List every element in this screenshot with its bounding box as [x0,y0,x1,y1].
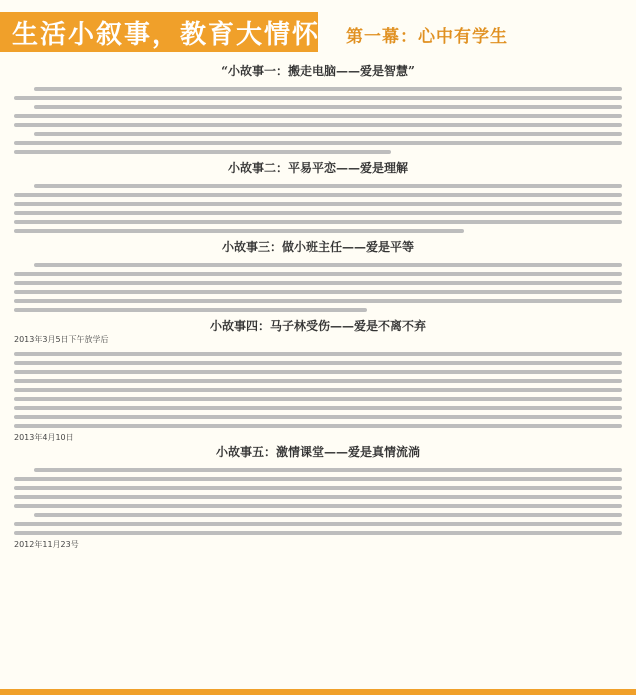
text-line [34,132,622,136]
text-line [34,105,622,109]
text-line [14,361,622,365]
text-line [14,415,622,419]
story-date: 2013年3月5日下午放学后 [14,335,109,344]
text-line [14,504,622,508]
story-date: 2012年11月23号 [14,540,79,549]
story-paragraph [0,345,636,428]
footer-bar [0,689,636,695]
text-line [14,486,622,490]
story-heading: 小故事五：激情课堂——爱是真情流淌 [215,445,420,459]
text-line [14,388,622,392]
text-line [14,352,622,356]
text-line [14,96,622,100]
story-2 [0,159,636,233]
story-5 [0,443,636,550]
text-line [14,123,622,127]
text-line [14,229,464,233]
story-paragraph [0,177,636,233]
story-heading: 小故事二：平易平恋——爱是理解 [227,161,408,175]
text-line [14,477,622,481]
text-line [14,193,622,197]
banner [0,0,636,62]
banner-subtitle: 第一幕：心中有学生 [346,27,508,47]
story-paragraph [0,80,636,154]
text-line [14,531,622,535]
banner-title: 生活小叙事，教育大情怀 [12,19,321,50]
text-line [14,211,622,215]
story-heading: 小故事三：做小班主任——爱是平等 [221,240,414,254]
story-1 [0,62,636,154]
text-line [14,272,622,276]
story-paragraph [0,256,636,312]
text-line [34,184,622,188]
text-line [14,522,622,526]
text-line [14,281,622,285]
text-line [14,150,391,154]
text-line [34,513,622,517]
text-line [14,370,622,374]
text-line [14,220,622,224]
text-line [14,308,367,312]
text-line [14,379,622,383]
banner-title-block [0,12,321,52]
story-heading: “小故事一：搬走电脑——爱是智慧” [221,64,415,78]
text-line [34,468,622,472]
text-line [14,290,622,294]
text-line [14,397,622,401]
text-line [14,406,622,410]
text-line [14,141,622,145]
article-body [0,62,636,550]
story-4 [0,317,636,443]
text-line [34,87,622,91]
text-line [14,424,622,428]
text-line [14,114,622,118]
story-3 [0,238,636,312]
story-heading: 小故事四：马子林受伤——爱是不离不弃 [209,319,426,333]
text-line [14,495,622,499]
text-line [34,263,622,267]
story-date: 2013年4月10日 [14,433,74,442]
text-line [14,202,622,206]
story-paragraph [0,461,636,535]
text-line [14,299,622,303]
